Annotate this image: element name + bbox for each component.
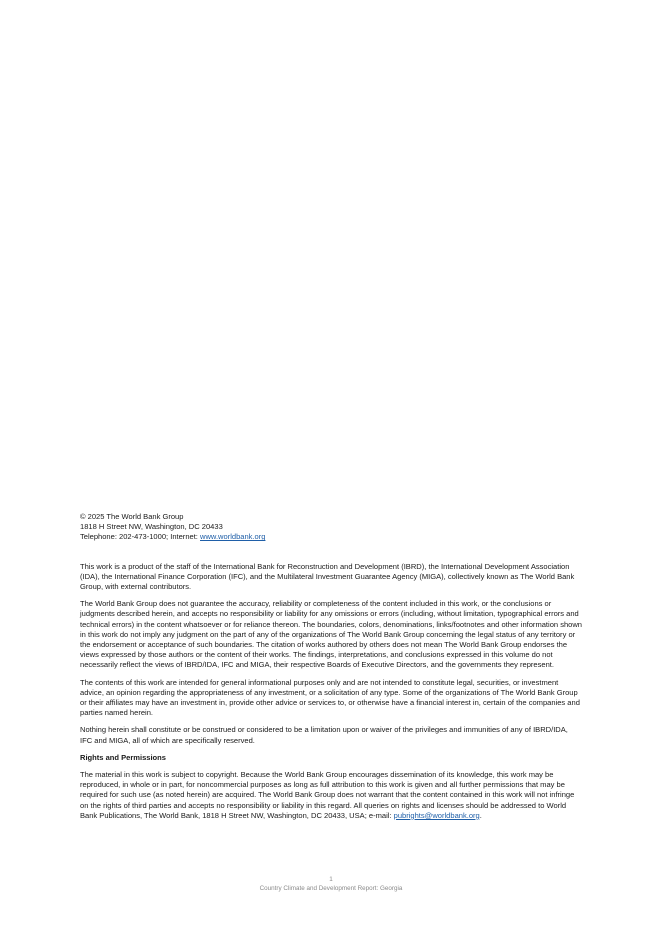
paragraph-informational: The contents of this work are intended for general informational purposes only and are not intended to constitute legal, securities, or investment advice, an opinion regarding the appropriateness of any investment, or a solicitation of any type. Some of the organizations of The World Bank Group or their affiliates may have an investment in, provide other advice or services to, or otherwise have a financial interest in, certain of the companies and parties named herein.: [80, 677, 580, 718]
page-number: 1: [329, 876, 333, 883]
publisher-address: [80, 512, 582, 543]
telephone-text: Telephone: 202-473-1000; Internet:: [80, 532, 201, 542]
paragraph-product: This work is a product of the staff of the International Bank for Reconstruction and Development (IBRD), the International Development Association (IDA), the International Finance Corporation (IFC), and the Multilateral Investment Guarantee Agency (MIGA), collectively known as The World Bank Group, with external contributors.: [80, 561, 575, 592]
copyright-line: © 2025 The World Bank Group: [80, 512, 184, 521]
paragraph-immunities: Nothing herein shall constitute or be construed or considered to be a limitation upon or waiver of the privileges and immunities of any of IBRD/IDA, IFC and MIGA, all of which are specifically reserved.: [80, 725, 568, 745]
email-link[interactable]: pubrights@worldbank.org: [393, 810, 480, 820]
paragraph-disclaimer: The World Bank Group does not guarantee the accuracy, reliability or completeness of the content included in this work, or the conclusions or judgments described herein, and accepts no responsibility or liability for any omissions or errors (including, without limitation, typographical errors and technical errors) in the content whatsoever or for reliance thereon. The boundaries, colors, denominations, links/footnotes and other information shown in this work do not imply any judgment on the part of any of the organizations of The World Bank Group concerning the legal status of any territory or the endorsement or acceptance of such boundaries. The citation of works authored by others does not mean The World Bank Group endorses the views expressed by those authors or the content of their works. The findings, interpretations, and conclusions expressed in this volume do not necessarily reflect the views of IBRD/IDA, IFC and MIGA, their respective Boards of Executive Directors, and the governments they represent.: [80, 599, 583, 670]
document-title-footer: Country Climate and Development Report: Georgia: [259, 885, 403, 892]
website-link[interactable]: www.worldbank.org: [200, 532, 266, 542]
rights-heading: Rights and Permissions: [80, 752, 166, 762]
street-address: 1818 H Street NW, Washington, DC 20433: [80, 522, 223, 532]
rights-paragraph: [80, 770, 582, 821]
rights-text: The material in this work is subject to copyright. Because the World Bank Group encourages dissemination of its knowledge, this work may be reproduced, in whole or in part, for noncommercial purposes as long as full attribution to this work is given and all further permissions that may be required for such use (as noted herein) are acquired. The World Bank Group does not warrant that the content contained in this work will not infringe on the rights of third parties and accepts no responsibility or liability in this regard. All queries on rights and licenses should be addressed to World Bank Publications, The World Bank, 1818 H Street NW, Washington, DC 20433, USA; e-mail:: [80, 770, 575, 820]
rights-end: .: [479, 810, 482, 820]
contact-line: [80, 532, 582, 542]
copyright-page-content: [80, 512, 582, 828]
